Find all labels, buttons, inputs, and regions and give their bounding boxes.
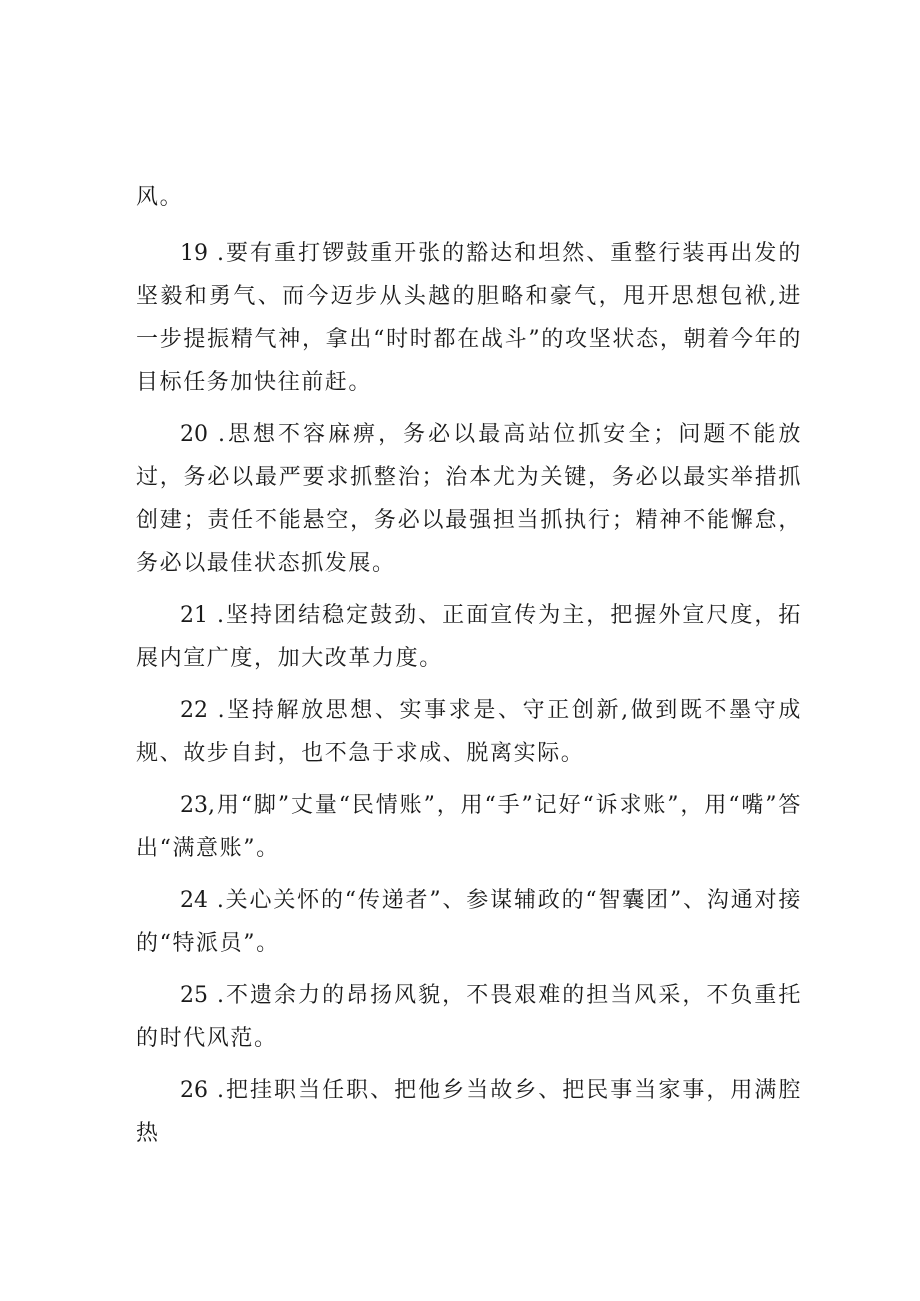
item-text: 要有重打锣鼓重开张的豁达和坦然、重整行装再出发的坚毅和勇气、而今迈步从头越的胆略和豪气，甩开思想包袱,进一步提振精气神，拿出“时时都在战斗”的攻坚状态，朝着今年的目标任务加快往前赶。 (136, 241, 803, 395)
item-number: 19 (180, 241, 208, 266)
item-number: 23 (180, 793, 208, 818)
item-number: 22 (180, 698, 208, 723)
list-item (136, 974, 802, 1060)
item-number: 25 (180, 983, 208, 1008)
item-number: 20 (180, 422, 208, 447)
item-text: 不遗余力的昂扬风貌，不畏艰难的担当风采，不负重托的时代风范。 (136, 983, 803, 1051)
item-separator: . (208, 241, 226, 266)
item-number: 21 (180, 603, 208, 628)
item-separator: . (208, 983, 226, 1008)
item-number: 24 (180, 888, 208, 913)
list-item (136, 232, 802, 404)
item-text: 用“脚”丈量“民情账”，用“手”记好“诉求账”，用“嘴”答出“满意账”。 (136, 793, 802, 861)
item-separator: , (208, 793, 217, 818)
item-separator: . (208, 888, 226, 913)
item-separator: . (208, 603, 226, 628)
continuation-paragraph (136, 176, 802, 219)
item-text: 坚持团结稳定鼓劲、正面宣传为主，把握外宣尺度，拓展内宣广度，加大改革力度。 (136, 603, 803, 671)
list-item (136, 689, 802, 775)
item-text: 思想不容麻痹，务必以最高站位抓安全；问题不能放过，务必以最严要求抓整治；治本尤为关键，务必以最实举措抓创建；责任不能悬空，务必以最强担当抓执行；精神不能懈怠，务必以最佳状态抓发展。 (136, 422, 802, 576)
item-text: 把挂职当任职、把他乡当故乡、把民事当家事，用满腔热 (136, 1078, 803, 1146)
item-text: 坚持解放思想、实事求是、守正创新,做到既不墨守成规、故步自封，也不急于求成、脱离实际。 (136, 698, 802, 766)
list-item (136, 413, 802, 585)
continuation-text: 风。 (136, 185, 184, 210)
document-body (136, 176, 802, 1164)
item-separator: . (208, 698, 227, 723)
item-separator: . (208, 422, 227, 447)
item-number: 26 (180, 1078, 208, 1103)
list-item (136, 1069, 802, 1155)
item-text: 关心关怀的“传递者”、参谋辅政的“智囊团”、沟通对接的“特派员”。 (136, 888, 802, 956)
list-item (136, 594, 802, 680)
list-item (136, 784, 802, 870)
list-item (136, 879, 802, 965)
item-separator: . (208, 1078, 226, 1103)
